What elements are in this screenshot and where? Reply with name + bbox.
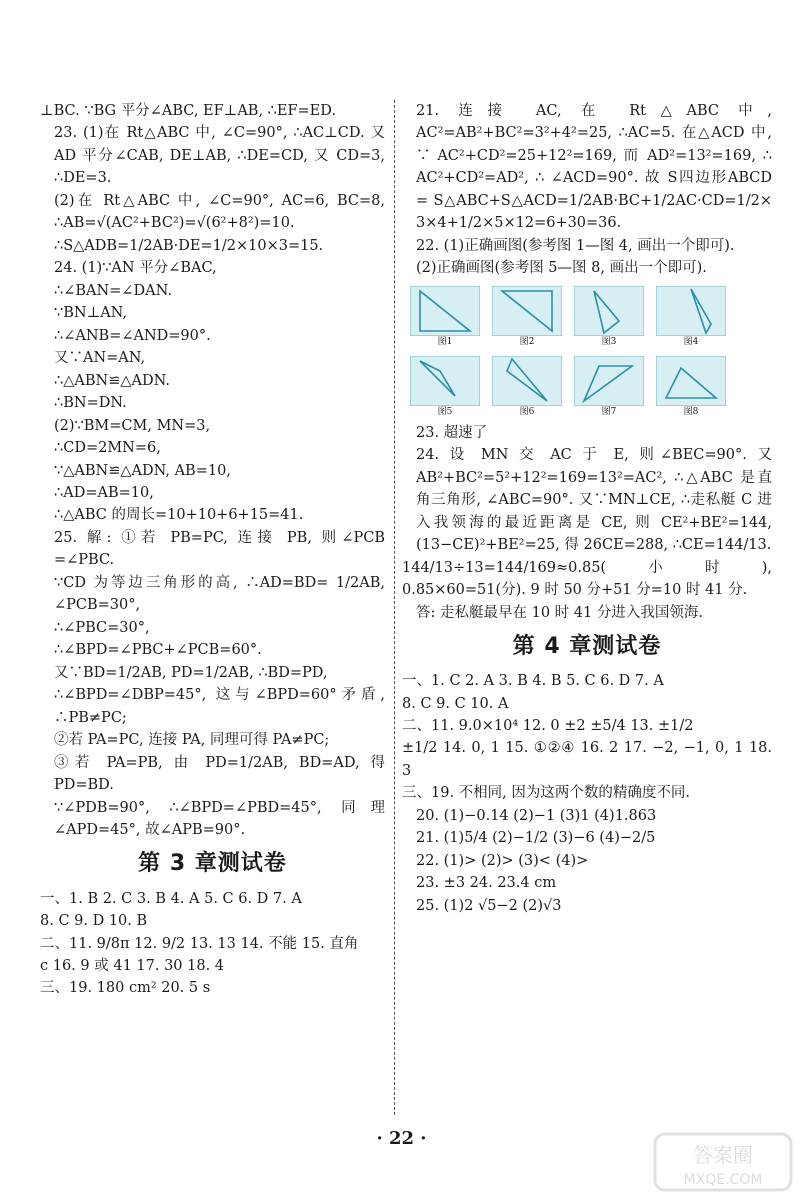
figure-5 xyxy=(410,356,480,418)
answer-line: 一、1. C 2. A 3. B 4. B 5. C 6. D 7. A xyxy=(402,673,664,690)
text-line: ∴∠BPD=∠PBC+∠PCB=60°. xyxy=(54,642,262,659)
grid-triangle-figure xyxy=(574,286,644,336)
right-column xyxy=(402,100,772,917)
answer-line: 23. ±3 24. 23.4 cm xyxy=(416,875,557,892)
text-line: ⊥BC. ∵BG 平分∠ABC, EF⊥AB, ∴EF=ED. xyxy=(40,103,336,119)
figure-label: 图8 xyxy=(683,406,699,417)
left-column xyxy=(40,100,385,1000)
answer-line: 21. (1)5/4 (2)−1/2 (3)−6 (4)−2/5 xyxy=(416,830,656,847)
figure-3 xyxy=(574,286,644,348)
figure-8 xyxy=(656,356,726,418)
grid-triangle-figure xyxy=(492,286,562,336)
figure-7 xyxy=(574,356,644,418)
text-line: ∴∠PBC=30°, xyxy=(54,619,150,636)
answer-line: 8. C 9. D 10. B xyxy=(40,913,148,930)
figure-label: 图6 xyxy=(519,406,535,417)
answer-line: 三、19. 180 cm² 20. 5 s xyxy=(40,980,211,997)
text-line: ∴AD=AB=10, xyxy=(54,484,154,501)
grid-triangle-figure xyxy=(574,356,644,406)
figure-label: 图3 xyxy=(601,336,617,347)
figure-1 xyxy=(410,286,480,348)
figure-label: 图2 xyxy=(519,336,535,347)
figure-6 xyxy=(492,356,562,418)
text-line: ∵CD 为等边三角形的高, ∴AD=BD= 1/2AB, ∠PCB=30°, xyxy=(54,574,385,614)
text-line: 又∵BD=1/2AB, PD=1/2AB, ∴BD=PD, xyxy=(54,664,328,681)
text-line: ∴BN=DN. xyxy=(54,395,127,412)
grid-triangle-figure xyxy=(410,356,480,406)
text-line: 25. 解: ①若 PB=PC, 连接 PB, 则∠PCB =∠PBC. xyxy=(54,529,385,569)
figure-4 xyxy=(656,286,726,348)
svg-text:答案圈: 答案圈 xyxy=(693,1143,753,1167)
figure-label: 图7 xyxy=(601,406,617,417)
answer-line: 三、19. 不相同, 因为这两个数的精确度不同. xyxy=(402,785,690,802)
grid-triangle-figure xyxy=(410,286,480,336)
text-line: 22. (1)正确画图(参考图 1—图 4, 画出一个即可). xyxy=(416,237,735,254)
text-line: ∴S△ADB=1/2AB·DE=1/2×10×3=15. xyxy=(54,237,324,254)
text-line: ∴△ABN≌△ADN. xyxy=(54,372,170,389)
page-number: · 22 · xyxy=(376,1128,427,1149)
section-title-ch4: 第 4 章测试卷 xyxy=(512,633,662,659)
answer-line: 20. (1)−0.14 (2)−1 (3)1 (4)1.863 xyxy=(416,807,657,824)
text-line: 144/13÷13=144/169≈0.85(小时), 0.85×60=51(分). 9 时 50 分+51 分=10 时 41 分. xyxy=(402,559,772,599)
watermark-logo xyxy=(653,1132,793,1192)
grid-triangle-figure xyxy=(492,356,562,406)
text-line: ∴∠ANB=∠AND=90°. xyxy=(54,327,211,344)
text-line: ∵∠PDB=90°, ∴∠BPD=∠PBD=45°, 同理∠APD=45°, 故∠APB=90°. xyxy=(54,799,385,838)
answer-line: ±1/2 14. 0, 1 15. ①②④ 16. 2 17. −2, −1, 0, 1 18. 3 xyxy=(402,740,772,779)
text-line: 23. (1)在 Rt△ABC 中, ∠C=90°, ∴AC⊥CD. 又 AD 平分∠CAB, DE⊥AB, ∴DE=CD, 又 CD=3, ∴DE=3. xyxy=(54,125,385,187)
text-line: ②若 PA=PC, 连接 PA, 同理可得 PA≠PC; xyxy=(54,732,330,749)
text-line: ∴∠BAN=∠DAN. xyxy=(54,282,172,299)
answer-line: 二、11. 9/8π 12. 9/2 13. 13 14. 不能 15. 直角 xyxy=(40,935,359,952)
text-line: 23. 超速了 xyxy=(416,424,488,441)
column-divider xyxy=(394,100,395,1115)
answer-line: 8. C 9. C 10. A xyxy=(402,695,509,712)
section-title-ch3: 第 3 章测试卷 xyxy=(138,851,287,877)
answer-line: 一、1. B 2. C 3. B 4. A 5. C 6. D 7. A xyxy=(40,890,302,907)
text-line: 又∵AN=AN, xyxy=(54,350,146,367)
figure-label: 图5 xyxy=(437,406,453,417)
text-line: ③若 PA=PB, 由 PD=1/2AB, BD=AD, 得 PD=BD. xyxy=(54,754,385,794)
figure-label: 图4 xyxy=(683,336,699,347)
text-line: ∴CD=2MN=6, xyxy=(54,440,161,457)
text-line: (2)在 Rt△ABC 中, ∠C=90°, AC=6, BC=8, ∴AB=√(AC²+BC²)=√(6²+8²)=10. xyxy=(54,192,385,232)
text-line: ∵BN⊥AN, xyxy=(54,305,128,322)
text-line: ∴△ABC 的周长=10+10+6+15=41. xyxy=(54,507,304,524)
svg-text:MXQE.COM: MXQE.COM xyxy=(683,1172,763,1188)
text-line: 24. 设 MN 交 AC 于 E, 则∠BEC=90°. 又 AB²+BC²=5²+12²=169=13²=AC², ∴△ABC 是直角三角形, ∠ABC=90°. 又∵MN⊥CE, ∴走私艇 C 进入我领海的最近距离是 CE, 则 CE²+BE²=144, (13−CE)²+BE²=25, 得 26CE=288, ∴CE=144/13. xyxy=(416,447,772,554)
text-line: (2)正确画图(参考图 5—图 8, 画出一个即可). xyxy=(416,260,707,277)
text-line: ∴∠BPD=∠DBP=45°, 这与∠BPD=60°矛盾, ∴PB≠PC; xyxy=(54,687,385,726)
figure-label: 图1 xyxy=(437,336,453,347)
text-line: 24. (1)∵AN 平分∠BAC, xyxy=(54,260,217,277)
text-line: 答: 走私艇最早在 10 时 41 分进入我国领海. xyxy=(416,604,703,621)
text-line: 21. 连接 AC, 在 Rt△ABC 中, AC²=AB²+BC²=3²+4²=25, ∴AC=5. 在△ACD 中, ∵ AC²+CD²=25+12²=169, 而 AD²=13²=169, ∴ AC²+CD²=AD², ∴ ∠ACD=90°. 故 S四边形ABCD = S△ABC+S△ACD=1/2AB·BC+1/2AC·CD=1/2× 3×4+1/2×5×12=6+30=36. xyxy=(416,103,772,232)
grid-triangle-figure xyxy=(656,286,726,336)
grid-figures xyxy=(410,286,740,418)
text-line: ∵△ABN≌△ADN, AB=10, xyxy=(54,462,231,479)
grid-triangle-figure xyxy=(656,356,726,406)
answer-line: 22. (1)> (2)> (3)< (4)> xyxy=(416,852,589,869)
figure-2 xyxy=(492,286,562,348)
text-line: (2)∵BM=CM, MN=3, xyxy=(54,417,211,434)
answer-line: 25. (1)2 √5−2 (2)√3 xyxy=(416,897,562,914)
answer-line: c 16. 9 或 41 17. 30 18. 4 xyxy=(40,957,225,974)
answer-line: 二、11. 9.0×10⁴ 12. 0 ±2 ±5/4 13. ±1/2 xyxy=(402,718,694,734)
